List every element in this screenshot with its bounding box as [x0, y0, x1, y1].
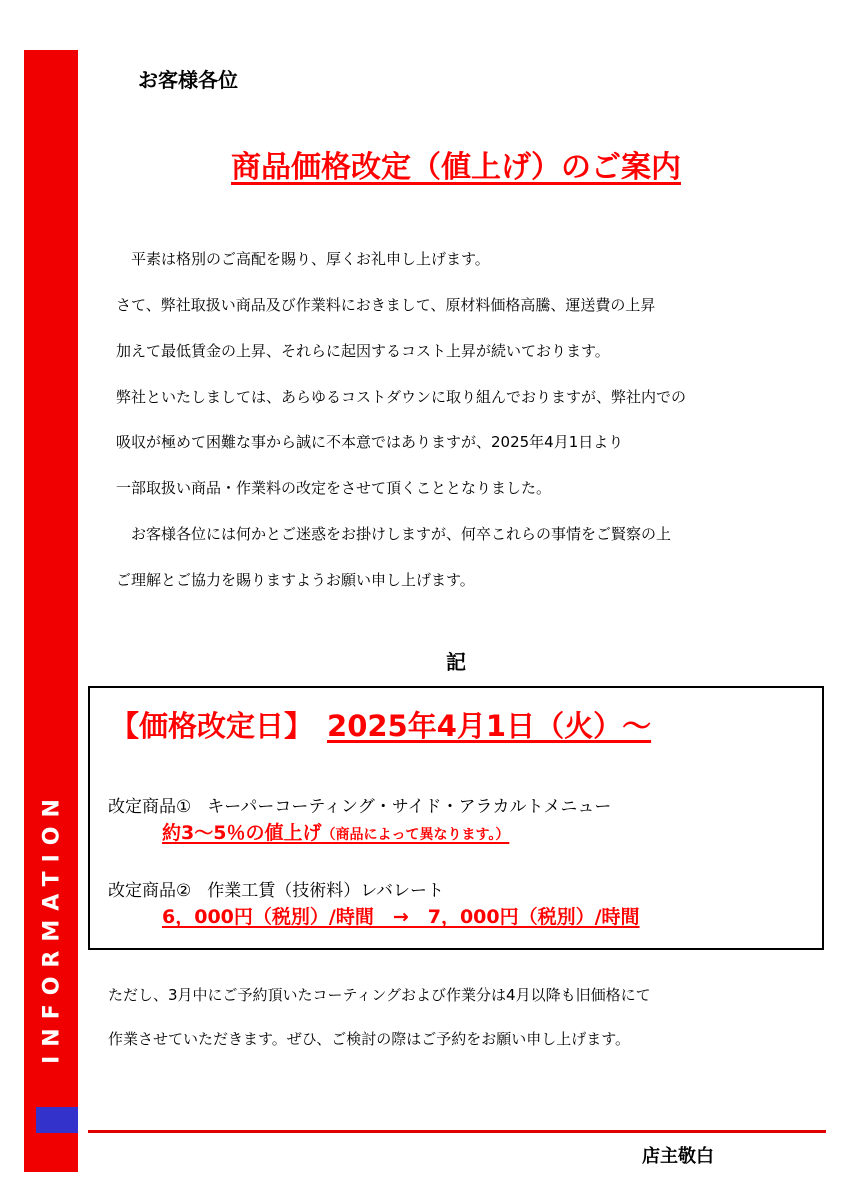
body-line: 弊社といたしましては、あらゆるコストダウンに取り組んでおりますが、弊社内での: [116, 388, 687, 406]
revision-date: 2025年4月1日（火）～: [327, 709, 652, 743]
body-line: さて、弊社取扱い商品及び作業料におきまして、原材料価格高騰、運送費の上昇: [116, 296, 656, 314]
sidebar-label: INFORMATION: [39, 790, 65, 1064]
page-title: 商品価格改定（値上げ）のご案内: [231, 150, 681, 185]
item-detail: [162, 902, 640, 929]
note-line: 作業させていただきます。ぜひ、ご検討の際はご予約をお願い申し上げます。: [108, 1030, 631, 1048]
body-line: 平素は格別のご高配を賜り、厚くお礼申し上げます。: [116, 250, 490, 268]
item-detail-main: 約3～5％の値上げ: [162, 822, 322, 844]
item-heading: [108, 792, 611, 817]
item-detail-main: 6，000円（税別）/時間 → 7，000円（税別）/時間: [162, 906, 640, 928]
footer-rule: [88, 1130, 826, 1133]
body-line: 一部取扱い商品・作業料の改定をさせて頂くこととなりました。: [116, 479, 552, 497]
ki-heading: 記: [446, 650, 466, 674]
signature: 店主敬白: [642, 1146, 714, 1167]
item-detail: [162, 818, 509, 845]
item-name: 作業工賃（技術料）レバレート: [207, 881, 445, 901]
item-label: 改定商品②: [108, 881, 192, 901]
item-name: キーパーコーティング・サイド・アラカルトメニュー: [207, 797, 612, 817]
body-line: 吸収が極めて困難な事から誠に不本意ではありますが、2025年4月1日より: [116, 433, 624, 451]
revision-date-line: [110, 704, 651, 745]
item-detail-note: （商品によって異なります。）: [321, 827, 510, 843]
body-line: 加えて最低賃金の上昇、それらに起因するコスト上昇が続いております。: [116, 342, 610, 360]
note-line: ただし、3月中にご予約頂いたコーティングおよび作業分は4月以降も旧価格にて: [108, 986, 651, 1004]
body-line: お客様各位には何かとご迷惑をお掛けしますが、何卒これらの事情をご賢察の上: [116, 525, 672, 543]
item-heading: [108, 876, 444, 901]
greeting: お客様各位: [138, 68, 238, 92]
body-line: ご理解とご協力を賜りますようお願い申し上げます。: [116, 571, 475, 589]
item-label: 改定商品①: [108, 797, 192, 817]
notice-box: [88, 686, 824, 950]
revision-label: 【価格改定日】: [110, 709, 314, 743]
sidebar-accent-block: [36, 1107, 78, 1133]
